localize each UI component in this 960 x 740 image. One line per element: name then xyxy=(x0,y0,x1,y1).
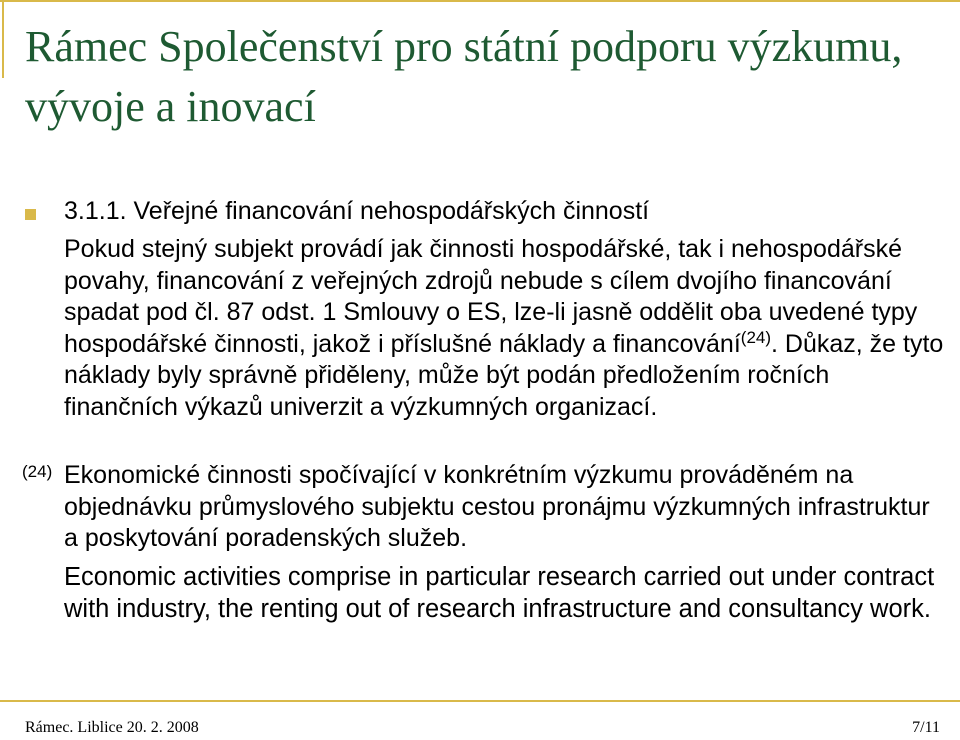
main-paragraph xyxy=(64,234,944,424)
footnote-text: Ekonomické činnosti spočívající v konkrétním výzkumu prováděném na objednávku průmyslového subjektu cestou pronájmu výzkumných infrastruktur a poskytování poradenských služeb. xyxy=(64,461,930,553)
main-paragraph-part2: . Důkaz, že tyto náklady byly správně přiděleny, může být podán předložením ročních finančních výkazů univerzit a výzkumných organizací. xyxy=(64,329,944,421)
main-paragraph-part1: Pokud stejný subjekt provádí jak činnosti hospodářské, tak i nehospodářské povahy, financování z veřejných zdrojů nebude s cílem dvojího financování spadat pod čl. 87 odst. 1 Smlouvy o ES, lze-li jasně oddělit oba uvedené typy hospodářské činnosti, jakož i příslušné náklady a financování xyxy=(64,235,918,358)
footer-caption: Rámec. Liblice 20. 2. 2008 xyxy=(25,719,199,736)
section-heading: 3.1.1. Veřejné financování nehospodářských činností xyxy=(64,197,650,225)
square-bullet-icon xyxy=(25,209,36,220)
slide-number: 7/11 xyxy=(912,719,940,736)
footnote-reference: (24) xyxy=(740,327,772,347)
slide-title: Rámec Společenství pro státní podporu výzkumu, vývoje a inovací xyxy=(25,22,903,131)
footer-divider xyxy=(0,700,960,702)
english-translation: Economic activities comprise in particular research carried out under contract with industry, the renting out of research infrastructure and consultancy work. xyxy=(64,563,935,623)
footnote-label: (24) xyxy=(22,462,53,481)
